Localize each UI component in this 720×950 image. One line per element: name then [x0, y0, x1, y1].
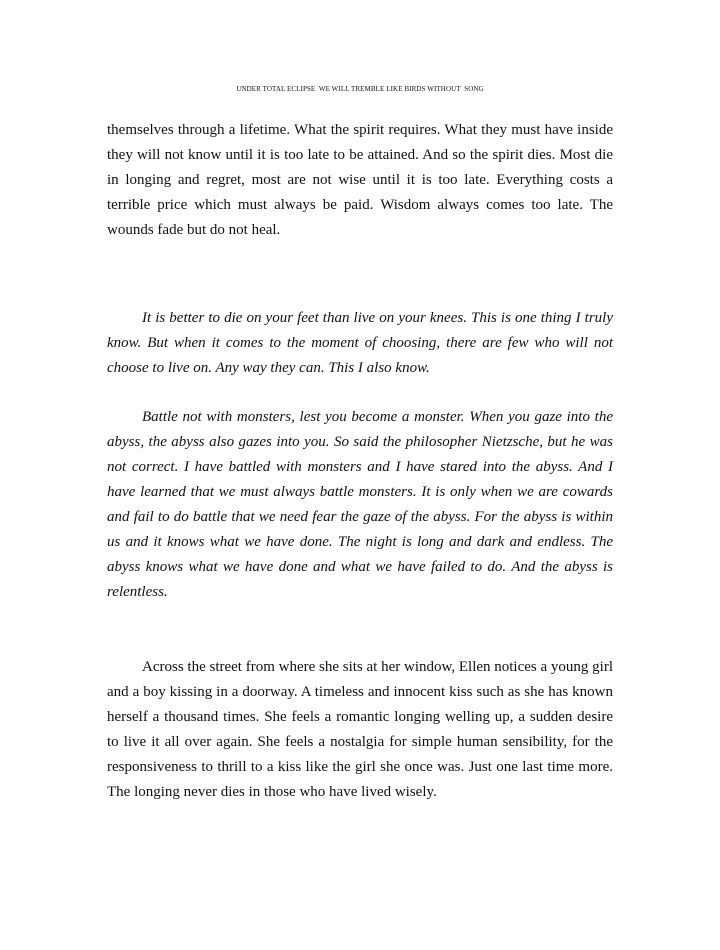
paragraph-continuation: themselves through a lifetime. What the spirit requires. What they must have inside they will not know until it is too late to be attained. And so the spirit dies. Most die in longing and regret, most are not wise until it is too late. Everything costs a terrible price which must always be paid. Wisdom always comes too late. The wounds fade but do not heal. [107, 122, 613, 238]
italic-paragraph-feet-knees: It is better to die on your feet than live on your knees. This is one thing I truly know. But when it comes to the moment of choosing, there are few who will not choose to live on. Any way they can. This I also know. [107, 310, 613, 376]
running-header: UNDER TOTAL ECLIPSE WE WILL TREMBLE LIKE BIRDS WITHOUT SONG [236, 85, 484, 93]
paragraph-ellen-window: Across the street from where she sits at her window, Ellen notices a young girl and a boy kissing in a doorway. A timeless and innocent kiss such as she has known herself a thousand times. She feels a romantic longing welling up, a sudden desire to live it all over again. She feels a nostalgia for simple human sensibility, for the responsiveness to thrill to a kiss like the girl she once was. Just one last time more. The longing never dies in those who have lived wisely. [107, 659, 613, 800]
italic-paragraph-monsters-abyss: Battle not with monsters, lest you become a monster. When you gaze into the abyss, the abyss also gazes into you. So said the philosopher Nietzsche, but he was not correct. I have battled with monsters and I have stared into the abyss. And I have learned that we must always battle monsters. It is only when we are cowards and fail to do battle that we need fear the gaze of the abyss. For the abyss is within us and it knows what we have done. The night is long and dark and endless. The abyss knows what we have done and what we have failed to do. And the abyss is relentless. [107, 409, 613, 600]
